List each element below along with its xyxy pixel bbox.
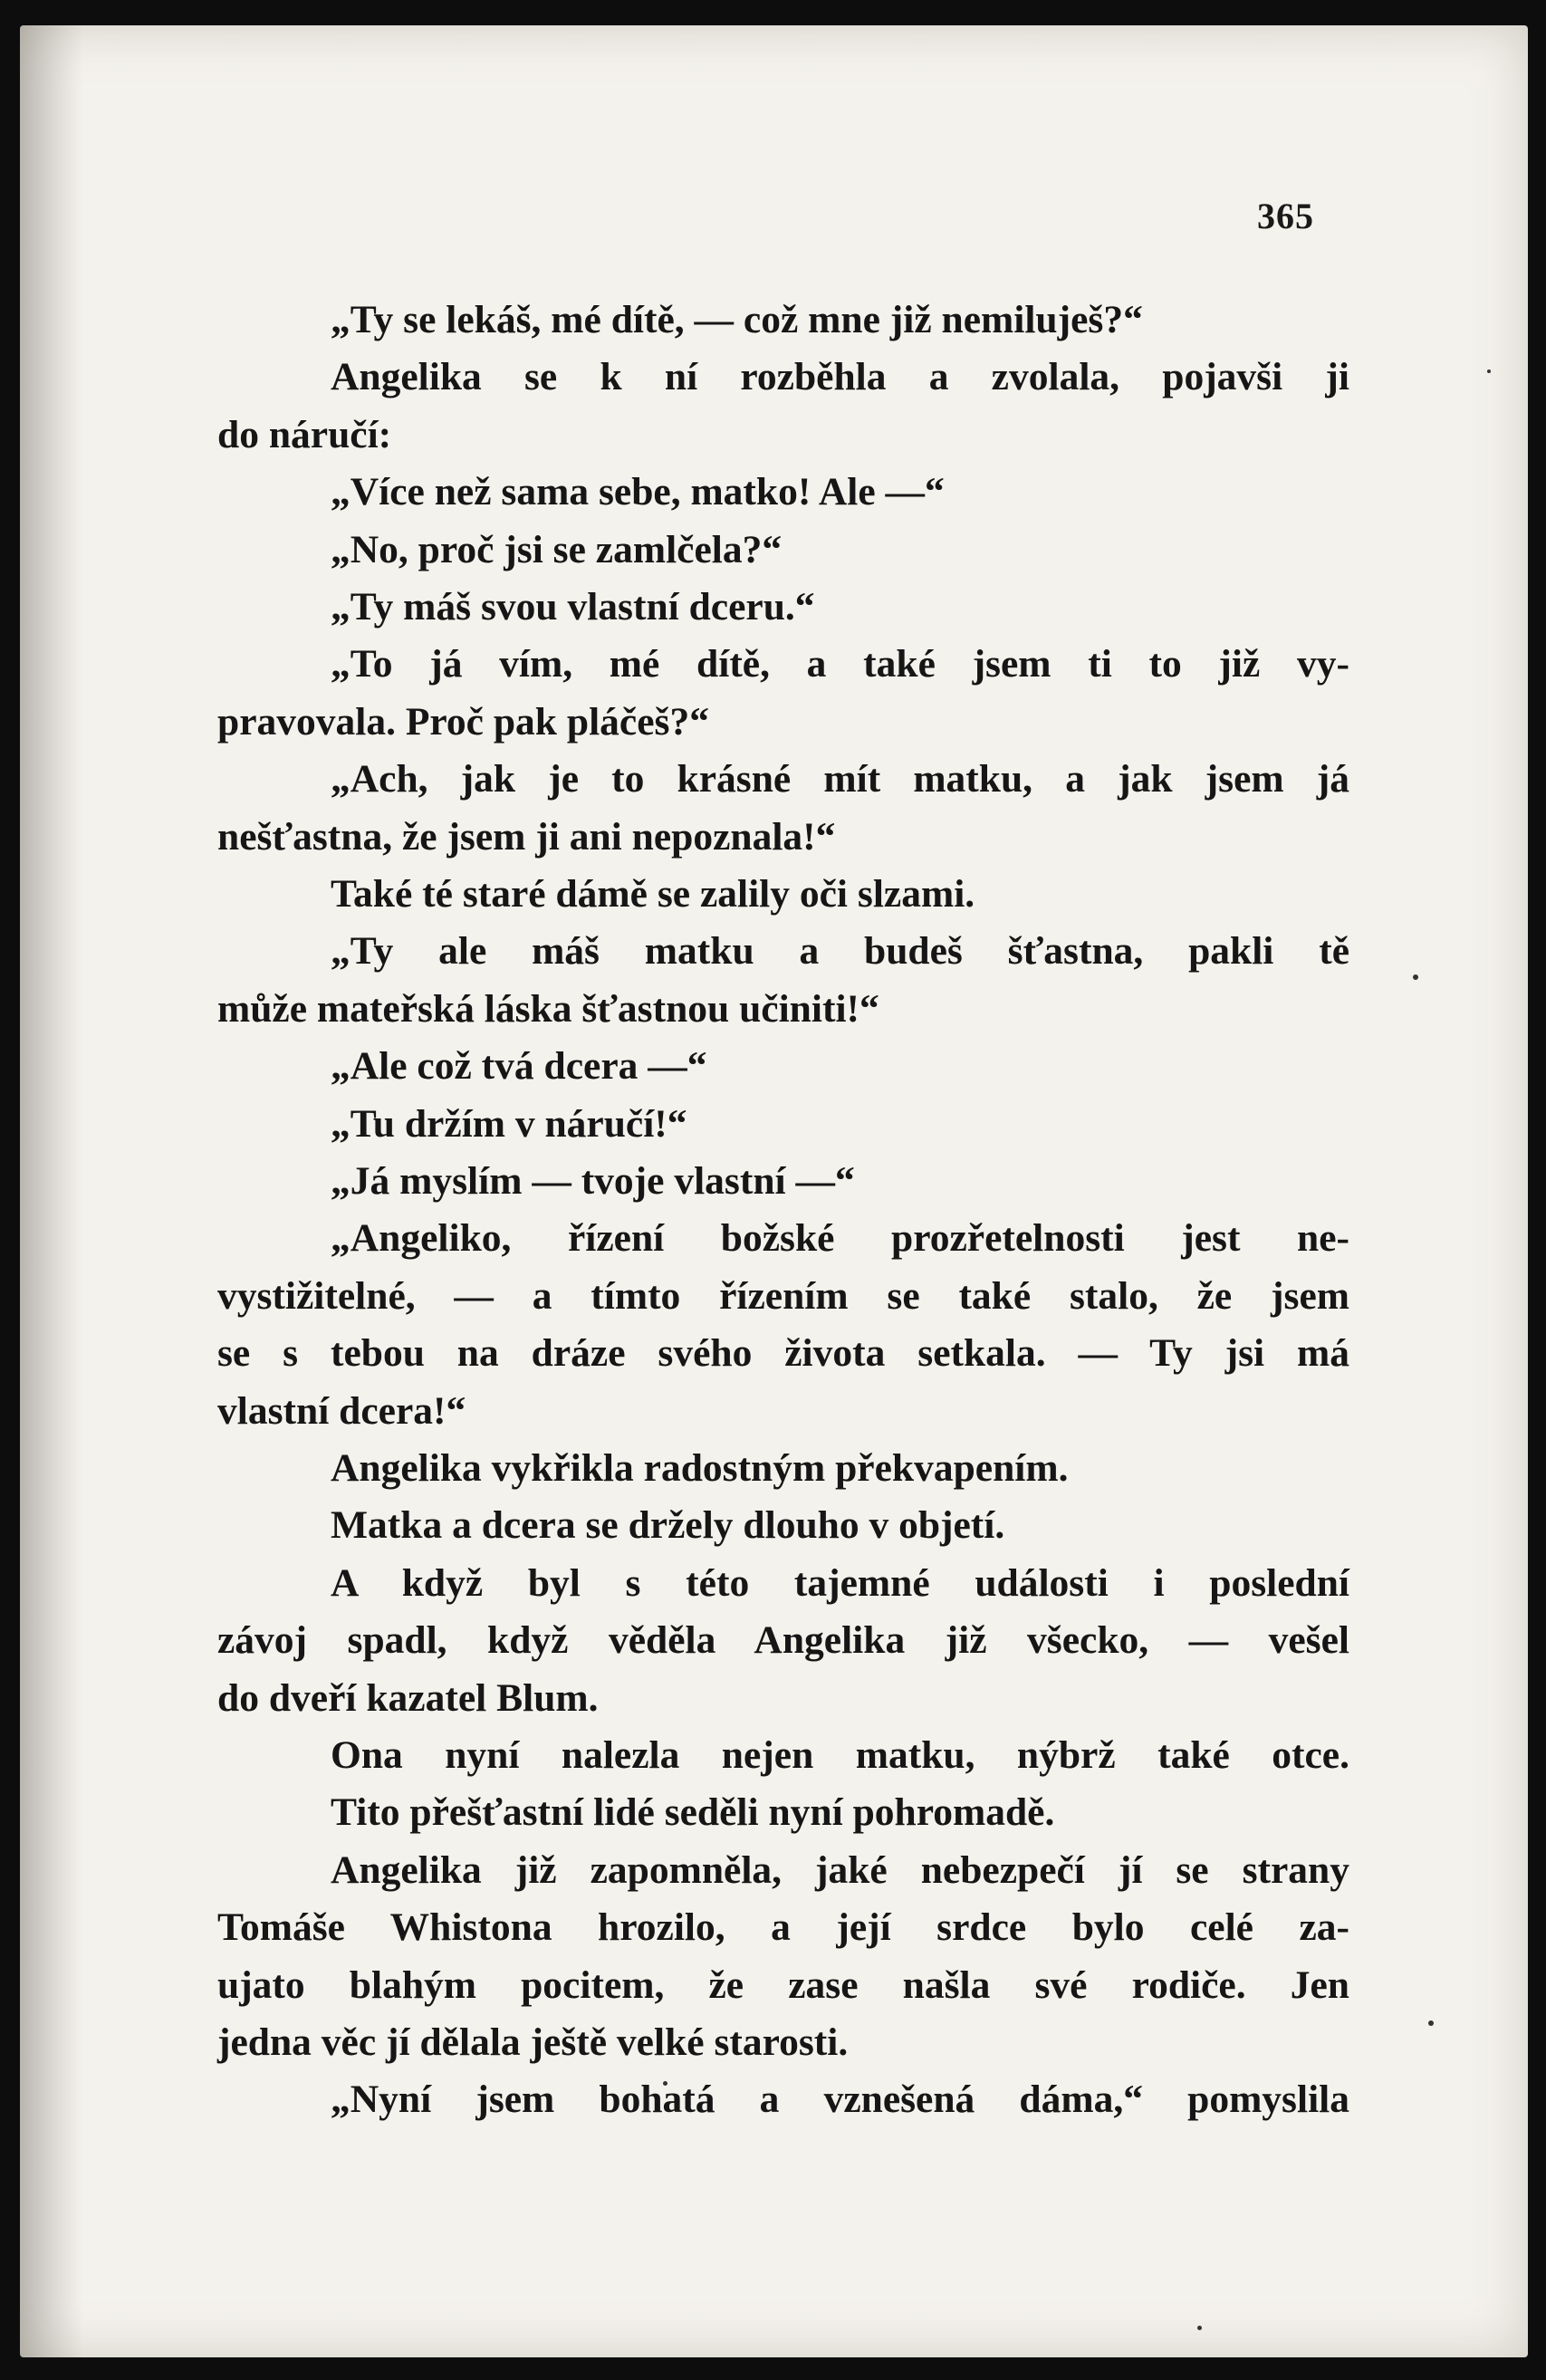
- text-line: nešťastna, že jsem ji ani nepoznala!“: [217, 814, 836, 859]
- text-line: „Více než sama sebe, matko! Ale —“: [331, 470, 945, 514]
- page-number: 365: [1257, 196, 1314, 236]
- text-line: vystižitelné, — a tímto řízením se také stalo, že jsem: [217, 1273, 1349, 1318]
- text-line: Tomáše Whistona hrozilo, a její srdce bylo celé za-: [217, 1905, 1349, 1950]
- text-line: „Ach, jak je to krásné mít matku, a jak jsem já: [331, 757, 1349, 801]
- text-line: může mateřská láska šťastnou učiniti!“: [217, 986, 879, 1031]
- text-line: Tito přešťastní lidé seděli nyní pohromadě.: [331, 1790, 1055, 1835]
- text-line: „Ty máš svou vlastní dceru.“: [331, 585, 815, 629]
- text-line: Ona nyní nalezla nejen matku, nýbrž také otce.: [331, 1733, 1349, 1777]
- text-line: „Ty se lekáš, mé dítě, — což mne již nemiluješ?“: [331, 298, 1143, 341]
- page-fold-shadow: [20, 25, 83, 2357]
- text-line: „Tu držím v náručí!“: [331, 1101, 687, 1146]
- text-line: do dveří kazatel Blum.: [217, 1675, 599, 1720]
- text-line: A když byl s této tajemné události i poslední: [331, 1560, 1349, 1605]
- text-line: „Ty ale máš matku a budeš šťastna, pakli tě: [331, 929, 1349, 974]
- text-line: Angelika již zapomněla, jaké nebezpečí jí se strany: [331, 1847, 1349, 1892]
- text-line: „Ale což tvá dcera —“: [331, 1044, 707, 1089]
- print-speck: [1197, 2326, 1202, 2330]
- text-line: „Angeliko, řízení božské prozřetelnosti jest ne-: [331, 1216, 1349, 1261]
- print-speck: [1428, 2020, 1434, 2026]
- text-line: Angelika vykřikla radostným překvapením.: [331, 1446, 1069, 1490]
- text-line: Angelika se k ní rozběhla a zvolala, pojavši ji: [331, 355, 1349, 399]
- text-line: do náručí:: [217, 412, 392, 456]
- text-line: závoj spadl, když věděla Angelika již všecko, — vešel: [217, 1618, 1349, 1663]
- text-line: „No, proč jsi se zamlčela?“: [331, 527, 783, 571]
- text-line: „Nyní jsem bohatá a vznešená dáma,“ pomyslila: [331, 2078, 1349, 2122]
- text-line: se s tebou na dráze svého života setkala. — Ty jsi má: [217, 1331, 1349, 1376]
- print-speck: [1413, 974, 1418, 980]
- text-line: pravovala. Proč pak pláčeš?“: [217, 699, 709, 744]
- text-line: Také té staré dámě se zalily oči slzami.: [331, 872, 975, 916]
- text-line: Matka a dcera se držely dlouho v objetí.: [331, 1503, 1005, 1548]
- text-line: „To já vím, mé dítě, a také jsem ti to již vy-: [331, 642, 1349, 686]
- text-line: jedna věc jí dělala ještě velké starosti.: [217, 2020, 849, 2064]
- text-line: „Já myslím — tvoje vlastní —“: [331, 1159, 855, 1203]
- text-line: vlastní dcera!“: [217, 1388, 466, 1433]
- text-line: ujato blahým pocitem, že zase našla své rodiče. Jen: [217, 1963, 1349, 2007]
- print-speck: [1487, 369, 1491, 373]
